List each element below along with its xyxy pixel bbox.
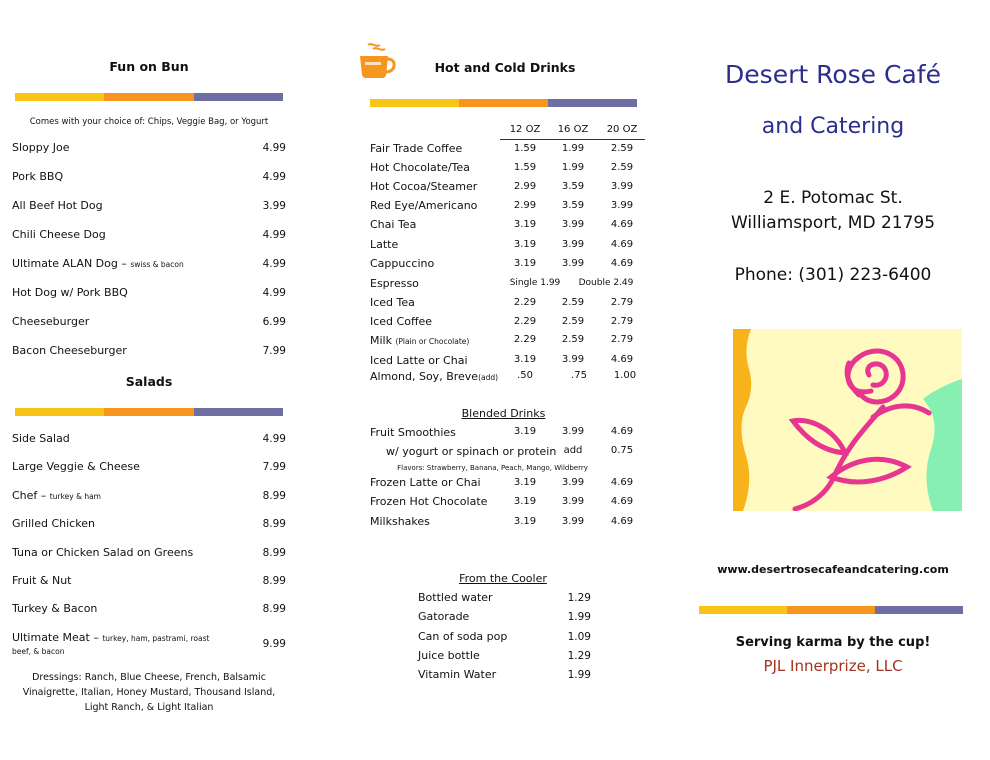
color-divider (699, 606, 963, 614)
item-name: Bacon Cheeseburger (12, 344, 127, 357)
item-name: All Beef Hot Dog (12, 199, 103, 212)
item-name: Hot Dog w/ Pork BBQ (12, 286, 128, 299)
item-price: 4.99 (262, 142, 286, 154)
drink-name: Frozen Hot Chocolate (370, 495, 488, 509)
cooler-item (418, 591, 593, 609)
drink-note: (Plain or Chocolate) (395, 337, 470, 346)
price-12oz: 2.29 (513, 316, 537, 328)
drink-name: Milkshakes (370, 514, 430, 528)
menu-item (12, 432, 286, 450)
item-name: Large Veggie & Cheese (12, 460, 140, 474)
item-name: Side Salad (12, 432, 70, 445)
address-line: 2 E. Potomac St. (763, 188, 903, 208)
drink-row (370, 315, 645, 333)
price-16oz: 1.99 (561, 143, 585, 154)
price-20oz: 4.69 (610, 426, 634, 437)
color-divider (370, 99, 637, 107)
item-price: 8.99 (262, 575, 286, 587)
cooler-title: From the Cooler (459, 572, 547, 585)
drink-row (370, 199, 645, 217)
fun-on-bun-title: Fun on Bun (109, 59, 189, 74)
price-20oz: 4.69 (610, 515, 634, 527)
cooler-item (418, 668, 593, 686)
cooler-item (418, 630, 593, 648)
menu-item (12, 631, 286, 661)
price-12oz: 1.59 (513, 143, 537, 154)
item-price: 6.99 (262, 316, 286, 328)
price-16oz: 3.99 (561, 354, 585, 365)
price-16oz: 3.99 (561, 426, 585, 437)
price-20oz: 4.69 (610, 354, 634, 365)
salads-title: Salads (125, 374, 173, 389)
menu-item (12, 141, 286, 159)
item-price: 9.99 (262, 638, 286, 650)
menu-item (12, 199, 286, 217)
drink-name: Red Eye/Americano (370, 199, 478, 213)
dressings-line: Vinaigrette, Italian, Honey Mustard, Thousand Island, (22, 687, 276, 698)
drink-name: Latte (370, 237, 399, 251)
item-price: 4.99 (262, 287, 286, 299)
item-price: 1.99 (567, 669, 591, 682)
price-12oz: 1.59 (513, 162, 537, 174)
drink-row (370, 142, 645, 160)
price-16oz: 1.99 (561, 162, 585, 174)
price-12oz: 3.19 (513, 477, 537, 488)
phone-number: Phone: (301) 223-6400 (734, 265, 932, 285)
item-price: 4.99 (262, 229, 286, 241)
drink-name: Frozen Latte or Chai (370, 476, 481, 489)
price-20oz: 4.69 (610, 257, 634, 269)
espresso-double: Double 2.49 (578, 278, 634, 288)
item-name: Turkey & Bacon (12, 602, 98, 616)
item-price: 1.99 (567, 611, 591, 624)
price-12oz: 3.19 (513, 238, 537, 250)
price-20oz: 3.99 (610, 200, 634, 212)
item-name: Can of soda pop (418, 629, 508, 643)
item-name: Chef – (12, 488, 47, 502)
menu-item (12, 257, 286, 275)
price-20oz: 4.69 (610, 477, 634, 488)
price-16oz: 3.59 (561, 200, 585, 212)
drink-row (370, 180, 645, 198)
price-12oz: 3.19 (513, 219, 537, 231)
item-name: Ultimate Meat – (12, 631, 99, 644)
price-16oz: 3.59 (561, 181, 585, 193)
item-name: Cheeseburger (12, 315, 90, 328)
item-price: 4.99 (262, 258, 286, 270)
drink-row (370, 334, 645, 352)
drink-row (370, 445, 645, 463)
item-name: Sloppy Joe (12, 141, 70, 154)
menu-item (12, 546, 286, 564)
item-name: Bottled water (418, 591, 493, 604)
drink-name: Iced Coffee (370, 315, 433, 329)
price-16oz: 3.99 (561, 219, 585, 231)
item-name: Tuna or Chicken Salad on Greens (12, 545, 194, 559)
drink-note: (add) (478, 373, 499, 382)
drink-name: Fair Trade Coffee (370, 142, 463, 155)
price-20oz: 3.99 (610, 181, 634, 193)
drink-name: Hot Chocolate/Tea (370, 161, 470, 175)
drink-row (370, 277, 645, 295)
yogurt-price: 0.75 (610, 445, 634, 456)
price-12oz: 3.19 (513, 354, 537, 365)
item-extra: turkey, ham, pastrami, roast (102, 634, 210, 643)
drink-row (370, 354, 645, 370)
menu-item (12, 460, 286, 478)
menu-item (12, 344, 286, 362)
item-price: 7.99 (262, 461, 286, 474)
menu-item (12, 602, 286, 620)
price-12oz: 2.99 (513, 181, 537, 193)
color-divider (15, 93, 283, 101)
price-20oz: 2.59 (610, 143, 634, 154)
price-16oz: 3.99 (561, 477, 585, 488)
item-name: Chili Cheese Dog (12, 228, 106, 241)
drink-name: Cappuccino (370, 256, 435, 270)
price-16oz: 3.99 (561, 515, 585, 527)
item-name: Pork BBQ (12, 170, 64, 183)
price-16oz: 3.99 (561, 496, 585, 508)
price-16oz: .75 (571, 370, 587, 381)
drink-name: Almond, Soy, Breve (370, 370, 479, 383)
item-name: Gatorade (418, 610, 470, 624)
menu-item (12, 574, 286, 592)
cafe-subtitle: and Catering (761, 114, 905, 139)
coffee-cup-icon (356, 42, 396, 80)
rose-illustration (733, 329, 962, 511)
color-divider (15, 408, 283, 416)
price-20oz: 4.69 (610, 238, 634, 250)
blended-drinks-title: Blended Drinks (461, 407, 546, 420)
price-12oz: 2.29 (513, 334, 537, 345)
drink-row (370, 238, 645, 256)
cooler-item (418, 610, 593, 628)
drink-row (370, 296, 645, 314)
item-extra: beef, & bacon (12, 647, 65, 656)
drink-name: Iced Tea (370, 296, 415, 309)
size-header: 16 OZ (557, 124, 589, 135)
website-link[interactable]: www.desertrosecafeandcatering.com (717, 563, 949, 576)
price-20oz: 2.79 (610, 297, 634, 308)
price-12oz: 3.19 (513, 257, 537, 269)
item-price: 8.99 (262, 489, 286, 502)
drinks-title: Hot and Cold Drinks (434, 60, 576, 75)
drink-row (370, 161, 645, 179)
header-rule (500, 139, 645, 140)
price-20oz: 2.79 (610, 334, 634, 345)
item-name: Juice bottle (418, 648, 480, 662)
drink-name: Espresso (370, 277, 419, 290)
item-name: Ultimate ALAN Dog – (12, 257, 127, 270)
item-price: 7.99 (262, 345, 286, 357)
drink-name: Iced Latte or Chai (370, 354, 468, 367)
price-12oz: 2.29 (513, 297, 537, 308)
item-name: Fruit & Nut (12, 574, 72, 587)
item-price: 8.99 (262, 518, 286, 531)
tagline: Serving karma by the cup! (735, 635, 931, 650)
price-12oz: 2.99 (513, 200, 537, 212)
cafe-name: Desert Rose Café (725, 60, 941, 89)
drink-row (370, 218, 645, 236)
item-price: 3.99 (262, 200, 286, 212)
menu-item (12, 489, 286, 507)
price-16oz: 2.59 (561, 316, 585, 328)
cooler-item (418, 649, 593, 667)
address-line: Williamsport, MD 21795 (730, 213, 936, 233)
menu-item (12, 286, 286, 304)
drink-row (370, 257, 645, 275)
price-20oz: 2.79 (610, 316, 634, 328)
company-name: PJL Innerprize, LLC (763, 657, 903, 675)
price-20oz: 1.00 (613, 370, 637, 381)
price-16oz: 3.99 (561, 238, 585, 250)
fun-on-bun-note: Comes with your choice of: Chips, Veggie Bag, or Yogurt (29, 117, 269, 127)
drink-name: Fruit Smoothies (370, 426, 456, 439)
espresso-single: Single 1.99 (509, 278, 561, 288)
dressings-line: Light Ranch, & Light Italian (84, 702, 214, 713)
yogurt-add: add (563, 445, 583, 456)
price-12oz: 3.19 (513, 496, 537, 508)
drink-row (370, 515, 645, 533)
menu-item (12, 517, 286, 535)
dressings-line: Dressings: Ranch, Blue Cheese, French, Balsamic (32, 672, 266, 683)
drink-name: Hot Cocoa/Steamer (370, 180, 478, 194)
item-price: 1.09 (567, 630, 591, 643)
drink-row (370, 426, 645, 444)
dressings-note (12, 670, 286, 715)
price-20oz: 4.69 (610, 496, 634, 508)
drink-name: w/ yogurt or spinach or protein (386, 445, 557, 458)
item-price: 1.29 (567, 649, 591, 662)
menu-item (12, 315, 286, 333)
item-price: 1.29 (567, 592, 591, 604)
item-price: 4.99 (262, 433, 286, 445)
menu-item (12, 228, 286, 246)
price-16oz: 3.99 (561, 257, 585, 269)
drink-row (370, 495, 645, 513)
item-price: 8.99 (262, 546, 286, 559)
flavors-note: Flavors: Strawberry, Banana, Peach, Mango, Wildberry (397, 464, 588, 472)
item-price: 8.99 (262, 603, 286, 616)
price-12oz: 3.19 (513, 515, 537, 527)
price-20oz: 2.59 (610, 162, 634, 174)
item-extra: turkey & ham (49, 491, 101, 501)
price-16oz: 2.59 (561, 334, 585, 345)
size-header: 12 OZ (509, 124, 541, 135)
menu-item (12, 170, 286, 188)
size-header: 20 OZ (606, 124, 638, 135)
item-name: Grilled Chicken (12, 517, 95, 531)
item-price: 4.99 (262, 171, 286, 183)
drink-name: Milk (370, 334, 392, 347)
price-12oz: 3.19 (513, 426, 537, 437)
price-12oz: .50 (517, 370, 533, 381)
item-extra: swiss & bacon (130, 260, 184, 269)
item-name: Vitamin Water (418, 668, 497, 682)
price-20oz: 4.69 (610, 219, 634, 231)
price-16oz: 2.59 (561, 297, 585, 308)
drink-row (370, 370, 645, 386)
drink-name: Chai Tea (370, 218, 417, 232)
drink-row (370, 476, 645, 494)
